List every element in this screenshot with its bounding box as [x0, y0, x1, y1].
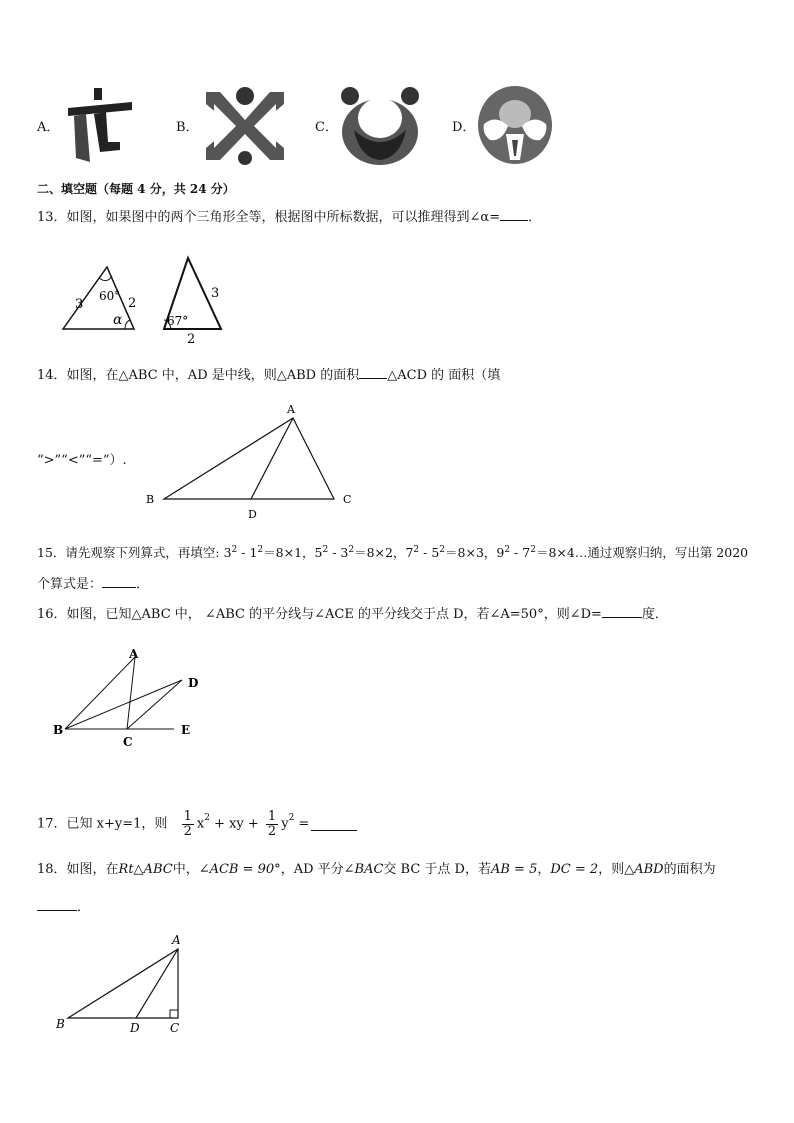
- q16-label-b: B: [53, 723, 64, 737]
- q17-answer-blank[interactable]: [311, 818, 357, 831]
- q17-fraction-2: $\frac{1}{2}$: [267, 809, 277, 839]
- q14-answer-blank[interactable]: [359, 366, 387, 379]
- q14-label-a: A: [287, 403, 295, 416]
- q13-t2-bottom: 2: [187, 332, 196, 345]
- q13-t2-right: 3: [211, 286, 220, 301]
- q17-text: 17．已知 x+y=1，则 $\frac{1}{2}$ $x^2$ + xy + $\frac{1}{2}$ $y^2$ =: [37, 798, 357, 838]
- q16-answer-blank[interactable]: [602, 605, 642, 618]
- q14-label-c: C: [343, 493, 352, 506]
- option-b-label: B．: [176, 120, 199, 135]
- q18-label-b: B: [56, 1017, 65, 1031]
- q14-text-cont: “>”“<”“=”）.: [37, 453, 127, 468]
- option-d-label: D．: [452, 120, 476, 135]
- q14-figure: [140, 398, 360, 523]
- option-c-label: C．: [315, 120, 338, 135]
- q13-t1-alpha: α: [113, 312, 123, 328]
- q12-options: [0, 80, 794, 180]
- q18-label-c: C: [170, 1021, 180, 1035]
- q14-label-b: B: [146, 493, 155, 506]
- q13-t2-angle: 67°: [167, 314, 189, 328]
- q18-label-d: D: [130, 1021, 140, 1035]
- option-b-logo: [206, 84, 284, 166]
- q18-answer-blank[interactable]: [37, 898, 77, 911]
- q18-figure: [50, 928, 200, 1038]
- q13-t1-left: 3: [75, 297, 84, 312]
- q16-label-e: E: [181, 723, 191, 737]
- q18-label-a: A: [172, 933, 181, 947]
- section-heading: 二、填空题（每题 4 分，共 24 分）: [37, 182, 235, 196]
- q15-answer-blank[interactable]: [102, 575, 136, 588]
- q14-label-d: D: [248, 508, 257, 521]
- q15-text: 15．请先观察下列算式，再填空: $3^2 - 1^2=8\times 1$，$5^2 - 3^2=8\times 2$，$7^2 - 5^2=8\times 3$，$9^2$ - $7^2=8\times 4\dots$通过观察归纳，写出第 2020: [37, 545, 749, 561]
- q16-label-c: C: [123, 735, 133, 749]
- q13-t1-angle: 60°: [99, 289, 121, 303]
- q13-t1-right: 2: [128, 296, 137, 311]
- option-a-label: A．: [37, 120, 60, 135]
- q16-text: 16．如图，已知△ABC 中， ∠ABC 的平分线与∠ACE 的平分线交于点 D，若∠A=50°，则∠D= 度．: [37, 607, 668, 622]
- q13-text: 13．如图，如果图中的两个三角形全等，根据图中所标数据，可以推理得到∠α= ．: [37, 210, 542, 225]
- q15-text-line2: 个算式是： ．: [37, 577, 150, 592]
- q13-answer-blank[interactable]: [500, 208, 528, 221]
- q13-figure: [55, 250, 235, 345]
- option-a-logo: [64, 86, 136, 166]
- q16-figure: [50, 645, 210, 755]
- q16-label-d: D: [188, 676, 199, 690]
- option-d-logo: [476, 84, 554, 166]
- q18-text: 18．如图，在Rt△ABC中，∠ACB = 90°，AD 平分∠BAC交 BC 于点 D，若AB = 5，DC = 2，则△ABD的面积为: [37, 862, 716, 877]
- q14-text: 14．如图，在△ABC 中，AD 是中线，则△ABD 的面积 △ACD 的 面积（填: [37, 368, 501, 383]
- option-c-logo: [340, 84, 420, 166]
- q16-label-a: A: [129, 647, 139, 661]
- q17-fraction-1: $\frac{1}{2}$: [183, 809, 192, 839]
- q18-text-line2: ．: [37, 898, 90, 916]
